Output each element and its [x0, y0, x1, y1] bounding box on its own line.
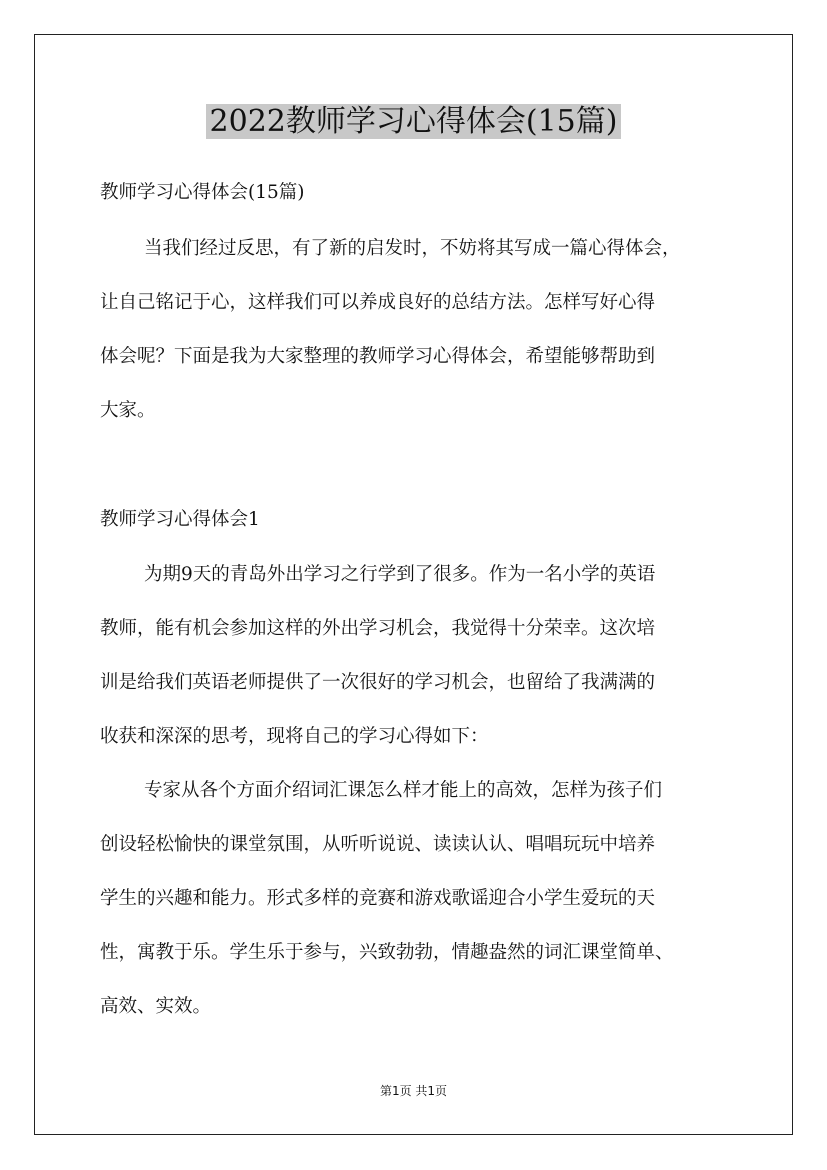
paragraph-line: 高效、实效。	[100, 996, 212, 1017]
intro-line: 让自己铭记于心，这样我们可以养成良好的总结方法。怎样写好心得	[100, 292, 656, 313]
section-heading: 教师学习心得体会1	[100, 509, 260, 530]
intro-line: 体会呢？下面是我为大家整理的教师学习心得体会，希望能够帮助到	[100, 346, 656, 367]
paragraph-line: 学生的兴趣和能力。形式多样的竞赛和游戏歌谣迎合小学生爱玩的天	[100, 888, 656, 909]
subtitle: 教师学习心得体会(15篇)	[100, 182, 305, 203]
page-footer: 第1页 共1页	[379, 1084, 448, 1098]
paragraph-line: 性，寓教于乐。学生乐于参与，兴致勃勃，情趣盎然的词汇课堂简单、	[100, 942, 674, 963]
document-title: 2022教师学习心得体会(15篇)	[0, 100, 827, 144]
paragraph-line: 训是给我们英语老师提供了一次很好的学习机会，也留给了我满满的	[100, 672, 656, 693]
paragraph-line: 为期9天的青岛外出学习之行学到了很多。作为一名小学的英语	[144, 564, 656, 585]
paragraph-line: 教师，能有机会参加这样的外出学习机会，我觉得十分荣幸。这次培	[100, 618, 656, 639]
intro-line: 当我们经过反思，有了新的启发时，不妨将其写成一篇心得体会，	[144, 238, 681, 259]
intro-line: 大家。	[100, 400, 156, 421]
paragraph-line: 专家从各个方面介绍词汇课怎么样才能上的高效，怎样为孩子们	[144, 780, 663, 801]
paragraph-line: 创设轻松愉快的课堂氛围，从听听说说、读读认认、唱唱玩玩中培养	[100, 834, 656, 855]
paragraph-line: 收获和深深的思考，现将自己的学习心得如下：	[100, 726, 489, 747]
